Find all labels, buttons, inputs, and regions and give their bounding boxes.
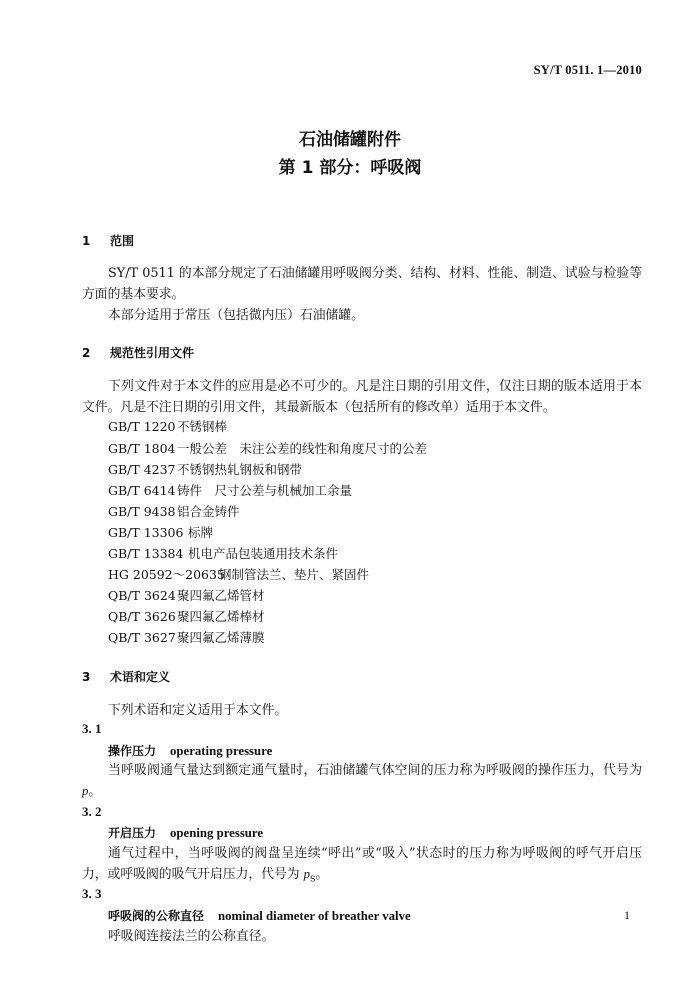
section-number: 3 (82, 670, 91, 684)
section-title: 范围 (110, 234, 135, 248)
term-en: opening pressure (170, 826, 264, 840)
standard-code: SY/T 0511. 1—2010 (533, 63, 642, 77)
section-number: 2 (82, 346, 91, 360)
section-2-intro: 下列文件对于本文件的应用是必不可少的。凡是注日期的引用文件，仅注日期的版本适用于本文件。凡是不注日期的引用文件，其最新版本（包括所有的修改单）适用于本文件。 (82, 379, 642, 415)
symbol: p (303, 867, 311, 881)
reference-item: HG 20592～20635钢制管法兰、垫片、紧固件 (108, 567, 370, 582)
reference-item: GB/T 13306 标牌 (108, 525, 214, 540)
term-en: nominal diameter of breather valve (218, 909, 411, 923)
reference-item: GB/T 4237不锈钢热轧钢板和钢带 (108, 462, 303, 477)
section-1-heading (82, 232, 134, 249)
reference-item: QB/T 3626聚四氟乙烯棒材 (108, 609, 265, 624)
clause-number: 3. 1 (82, 721, 102, 736)
section-title: 规范性引用文件 (110, 346, 195, 360)
section-1-paragraph-1: SY/T 0511 的本部分规定了石油储罐用呼吸阀分类、结构、材料、性能、制造、试验与检验等方面的基本要求。 (82, 266, 642, 302)
term-title (108, 907, 411, 924)
reference-item: GB/T 6414铸件 尺寸公差与机械加工余量 (108, 483, 353, 498)
term-definition: 当呼吸阀通气量达到额定通气量时，石油储罐气体空间的压力称为呼吸阀的操作压力，代号为 p。 (82, 763, 642, 799)
term-definition: 呼吸阀连接法兰的公称直径。 (108, 929, 275, 944)
term-zh: 开启压力 (108, 826, 157, 840)
section-3-heading (82, 668, 170, 685)
term-title (108, 742, 272, 759)
reference-item: GB/T 13384 机电产品包装通用技术条件 (108, 546, 339, 561)
section-number: 1 (82, 234, 91, 248)
term-definition: 通气过程中，当呼吸阀的阀盘呈连续“呼出”或“吸入”状态时的压力称为呼吸阀的呼气开启压力，或呼吸阀的吸气开启压力，代号为 $p_S$。 (82, 846, 642, 884)
reference-item: GB/T 9438铝合金铸件 (108, 504, 240, 519)
document-title: 石油储罐附件 (299, 130, 401, 150)
reference-item: QB/T 3624聚四氟乙烯管材 (108, 588, 265, 603)
term-en: operating pressure (170, 744, 273, 758)
document-subtitle: 第 1 部分：呼吸阀 (278, 158, 422, 178)
term-zh: 呼吸阀的公称直径 (108, 909, 205, 923)
section-title: 术语和定义 (110, 670, 171, 684)
term-zh: 操作压力 (108, 744, 157, 758)
reference-item: GB/T 1220不锈钢棒 (108, 419, 228, 434)
reference-item: GB/T 1804一般公差 未注公差的线性和角度尺寸的公差 (108, 441, 428, 456)
term-title (108, 824, 263, 841)
symbol: p (82, 784, 89, 798)
clause-number: 3. 3 (82, 886, 102, 901)
page-number: 1 (624, 908, 630, 922)
section-1-paragraph-2: 本部分适用于常压（包括微内压）石油储罐。 (108, 308, 364, 323)
symbol-subscript: S (310, 874, 316, 884)
section-2-heading (82, 344, 194, 361)
section-3-intro: 下列术语和定义适用于本文件。 (108, 703, 288, 718)
reference-item: QB/T 3627聚四氟乙烯薄膜 (108, 630, 265, 645)
clause-number: 3. 2 (82, 804, 102, 819)
